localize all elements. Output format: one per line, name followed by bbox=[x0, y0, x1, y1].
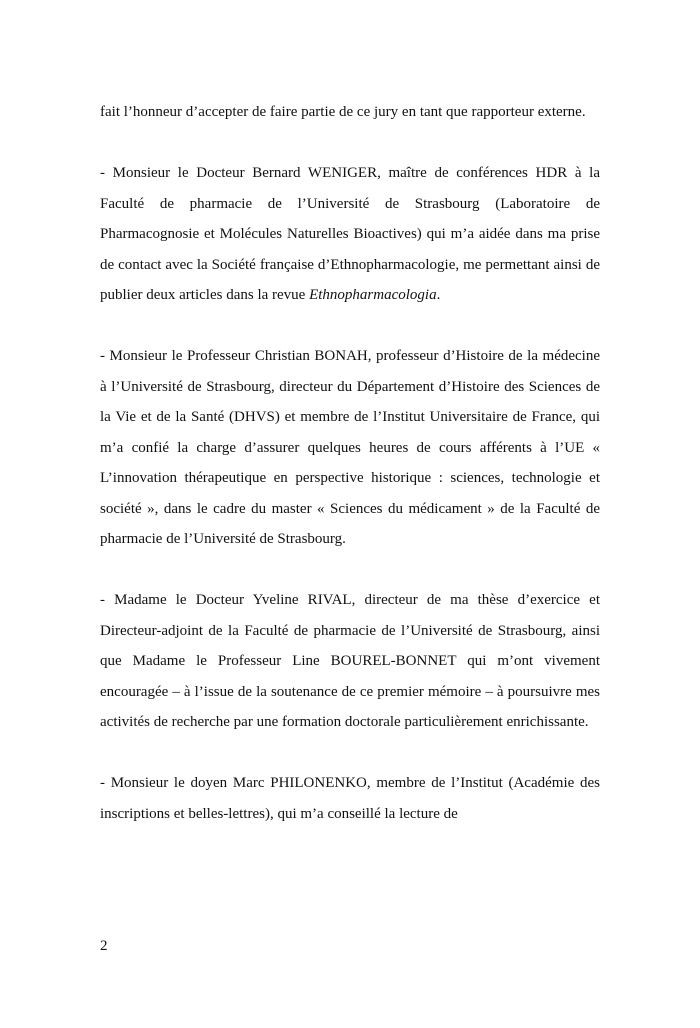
paragraph-weniger-text: - Monsieur le Docteur Bernard WENIGER, maître de conférences HDR à la Faculté de pharmacie de l’Université de Strasbourg (Laboratoire de Pharmacognosie et Molécules Naturelles Bioactives) qui m’a aidée dans ma prise de contact avec la Société française d’Ethnopharmacologie, me permettant ainsi de publier deux articles dans la revue bbox=[100, 165, 600, 303]
journal-title: Ethnopharmacologia bbox=[309, 287, 437, 303]
paragraph-jury-continuation: fait l’honneur d’accepter de faire partie de ce jury en tant que rapporteur externe. bbox=[100, 104, 586, 120]
paragraph-weniger bbox=[100, 158, 600, 311]
paragraph-rival: - Madame le Docteur Yveline RIVAL, directeur de ma thèse d’exercice et Directeur-adjoint de la Faculté de pharmacie de l’Université de Strasbourg, ainsi que Madame le Professeur Line BOUREL-BONNET qui m’ont vivement encouragée – à l’issue de la soutenance de ce premier mémoire – à poursuivre mes activités de recherche par une formation doctorale particulièrement enrichissante. bbox=[100, 592, 600, 730]
page-number: 2 bbox=[100, 938, 108, 954]
paragraph-philonenko: - Monsieur le doyen Marc PHILONENKO, membre de l’Institut (Académie des inscriptions et belles-lettres), qui m’a conseillé la lecture de bbox=[100, 775, 600, 822]
paragraph-bonah: - Monsieur le Professeur Christian BONAH, professeur d’Histoire de la médecine à l’Université de Strasbourg, directeur du Département d’Histoire des Sciences de la Vie et de la Santé (DHVS) et membre de l’Institut Universitaire de France, qui m’a confié la charge d’assurer quelques heures de cours afférents à l’UE « L’innovation thérapeutique en perspective historique : sciences, technologie et société », dans le cadre du master « Sciences du médicament » de la Faculté de pharmacie de l’Université de Strasbourg. bbox=[100, 348, 600, 547]
body-text bbox=[100, 97, 600, 860]
paragraph-weniger-end: . bbox=[436, 287, 441, 303]
